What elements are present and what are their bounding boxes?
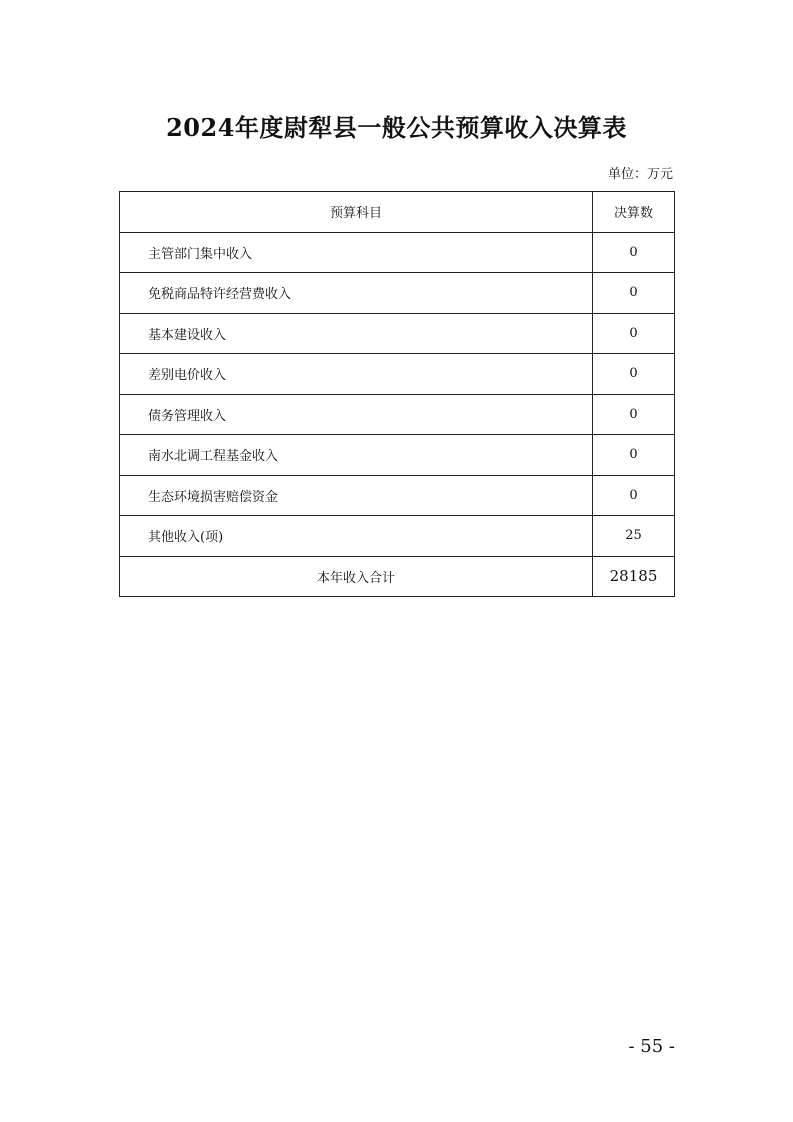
table-header-row (120, 192, 675, 233)
page-number: - 55 - (628, 1036, 675, 1057)
total-label: 本年收入合计 (120, 556, 593, 597)
row-item: 免税商品特许经营费收入 (120, 273, 593, 314)
row-value: 0 (593, 313, 675, 354)
table-row (120, 354, 675, 395)
row-item: 主管部门集中收入 (120, 232, 593, 273)
row-value: 0 (593, 354, 675, 395)
row-value: 0 (593, 435, 675, 476)
row-value: 0 (593, 273, 675, 314)
table-row (120, 435, 675, 476)
table-row (120, 273, 675, 314)
table-row (120, 394, 675, 435)
row-value: 0 (593, 475, 675, 516)
row-item: 债务管理收入 (120, 394, 593, 435)
total-value: 28185 (593, 556, 675, 597)
table-row (120, 313, 675, 354)
row-item: 其他收入(项) (120, 516, 593, 557)
row-value: 25 (593, 516, 675, 557)
page-title: 2024年度尉犁县一般公共预算收入决算表 (166, 113, 627, 142)
row-value: 0 (593, 394, 675, 435)
table-row (120, 475, 675, 516)
row-item: 基本建设收入 (120, 313, 593, 354)
header-final-amount: 决算数 (593, 192, 675, 233)
table-row (120, 516, 675, 557)
table-total-row (120, 556, 675, 597)
row-value: 0 (593, 232, 675, 273)
unit-label: 单位：万元 (607, 167, 673, 182)
row-item: 生态环境损害赔偿资金 (120, 475, 593, 516)
table-row (120, 232, 675, 273)
row-item: 差别电价收入 (120, 354, 593, 395)
row-item: 南水北调工程基金收入 (120, 435, 593, 476)
budget-table (119, 191, 675, 597)
header-budget-subject: 预算科目 (120, 192, 593, 233)
